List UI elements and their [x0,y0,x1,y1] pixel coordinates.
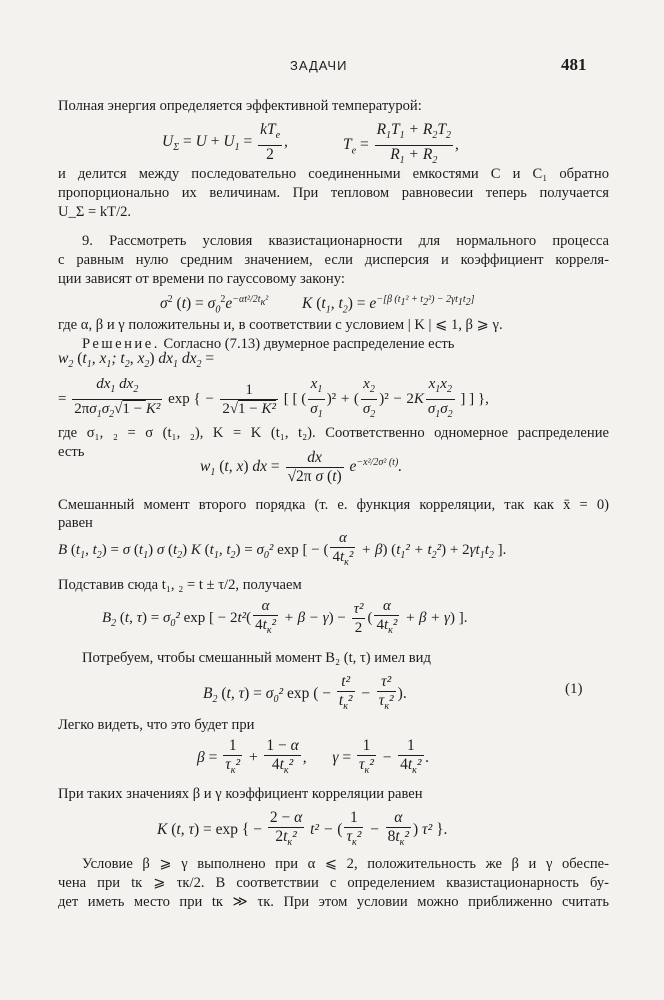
text-line: Легко видеть, что это будет при [58,717,255,733]
solution-label: Решение. [82,336,160,352]
text-line: где α, β и γ положительны и, в соответствии с условием | K | ⩽ 1, β ⩾ γ. [58,317,503,333]
text-line: ции зависят от времени по гауссовому закону: [58,271,345,287]
equation-teff: $T_e$ = $\frac{R_1T_1 + R_2T_2}{R_1 + R_2}$ , [343,121,459,167]
text-line: равен [58,515,93,531]
text-line: Условие β ⩾ γ выполнено при α ⩽ 2, положительность же β и γ обеспе- [82,856,609,872]
equation-gaussian: $\sigma^2$ $(t) = \sigma_0^2e^{-\alpha t^2/2t_к^2}$ K ($t_1$, $t_2) = e^{-[\beta (t_1^2 + t_2^2) - 2\gamma t_1t_2]}$ [160,294,475,316]
running-header: ЗАДАЧИ [290,58,348,73]
text-line: Согласно (7.13) двумерное распределение есть [159,336,455,352]
text-line: с равным нулю средним значением, если дисперсия и коэффициент корреля- [58,252,609,268]
equation-b: B ($t_1$, $t_2) = \sigma$ $(t_1)$ σ $(t_2)$ K ($t_1$, $t_2) = \sigma_0^2$ exp [ − ( $\frac{\alpha}{4t_к^2}$ + β) $(t_1^2 + t_2^2) + 2\gamma t_1t_2$ ]. [58,530,507,568]
text-line: Смешанный момент второго порядка (т. е. функция корреляции, так как x̄ = 0) [58,497,609,513]
text-line: Подставив сюда t₁, ₂ = t ± τ/2, получаем [58,577,302,593]
equation-w2-lhs: $w_2$ ($t_1$, $x_1$; $t_2$, $x_2$) $dx_1$ $dx_2$ = [58,350,215,371]
equation-number: (1) [565,681,583,697]
equation-k-correlation: K (t, τ) = exp { − $\frac{2 - \alpha}{2t_к^2}$ t² − ( $\frac{1}{\tau_к^2}$ − $\frac{\alpha}{8t_к^2}$ ) τ² }. [157,809,448,849]
equation-b2: $B_2$ (t, $\tau) = \sigma_0^2$ exp [ − 2t²( $\frac{\alpha}{4t_к^2}$ + β − γ) − $\frac{\text{τ²}}{2}$ ( $\frac{\alpha}{4t_к^2}$ + β + γ) ]. [102,598,468,636]
equation-w2-rhs: = $\frac{dx_1 dx_2}{2\pi\sigma_1\sigma_2√1 - K^2}$ exp { − $\frac{1}{\text{2√1 − K²}}$ [ [ ( $\frac{x_1}{\sigma_1}$ )² + ( $\frac{x_2}{\sigma_2}$ )² − 2K $\frac{x_1x_2}{\sigma_1\sigma_2}$ ] ] }, [58,376,489,420]
text-line: 9. Рассмотреть условия квазистационарности для нормального процесса [82,233,609,249]
text-line: дет иметь место при tк ≫ τк. При этом условии можно приближенно считать [58,894,609,910]
text-line: где σ₁, ₂ = σ (t₁, ₂), K = K (t₁, t₂). Соответственно одномерное распределение [58,425,609,441]
text-line: Потребуем, чтобы смешанный момент B₂ (t, τ) имел вид [82,650,431,666]
text-line: пропорционально их величинам. При тепловом равновесии теперь получается [58,185,609,201]
equation-w1: $w_1$ (t, x) dx = $\frac{dx}{\text{√2π σ (t)}}$ $e^{-x^2/2\sigma^2 (t)}$. [200,449,403,485]
text-line: и делится между последовательно соединенными емкостями C и C₁ обратно [58,166,609,182]
equation-beta-gamma: β = $\frac{1}{\tau_к^2}$ + $\frac{1 - \alpha}{4t_к^2}$ , γ = $\frac{1}{\tau_к^2}$ − $\frac{1}{4t_к^2}$ . [197,737,430,777]
page-number: 481 [561,55,587,74]
equation-b2-form: $B_2$ (t, $\tau) = \sigma_0^2$ exp ( − $\frac{\text{t²}}{t_к^2}$ − $\frac{\text{τ²}}{\tau_к^2}$ ). [203,673,407,713]
text-line: Полная энергия определяется эффективной температурой: [58,98,422,114]
text-line: чена при tк ⩾ τк/2. В соответствии с определением квазистационарность бу- [58,875,609,891]
text-line: есть [58,444,85,460]
equation-ueff: $U_\Sigma = U + U_1$ = $\frac{kT_e}{2}$ , [162,121,288,164]
text-line: При таких значениях β и γ коэффициент корреляции равен [58,786,423,802]
text-line: U_Σ = kT/2. [58,204,132,220]
